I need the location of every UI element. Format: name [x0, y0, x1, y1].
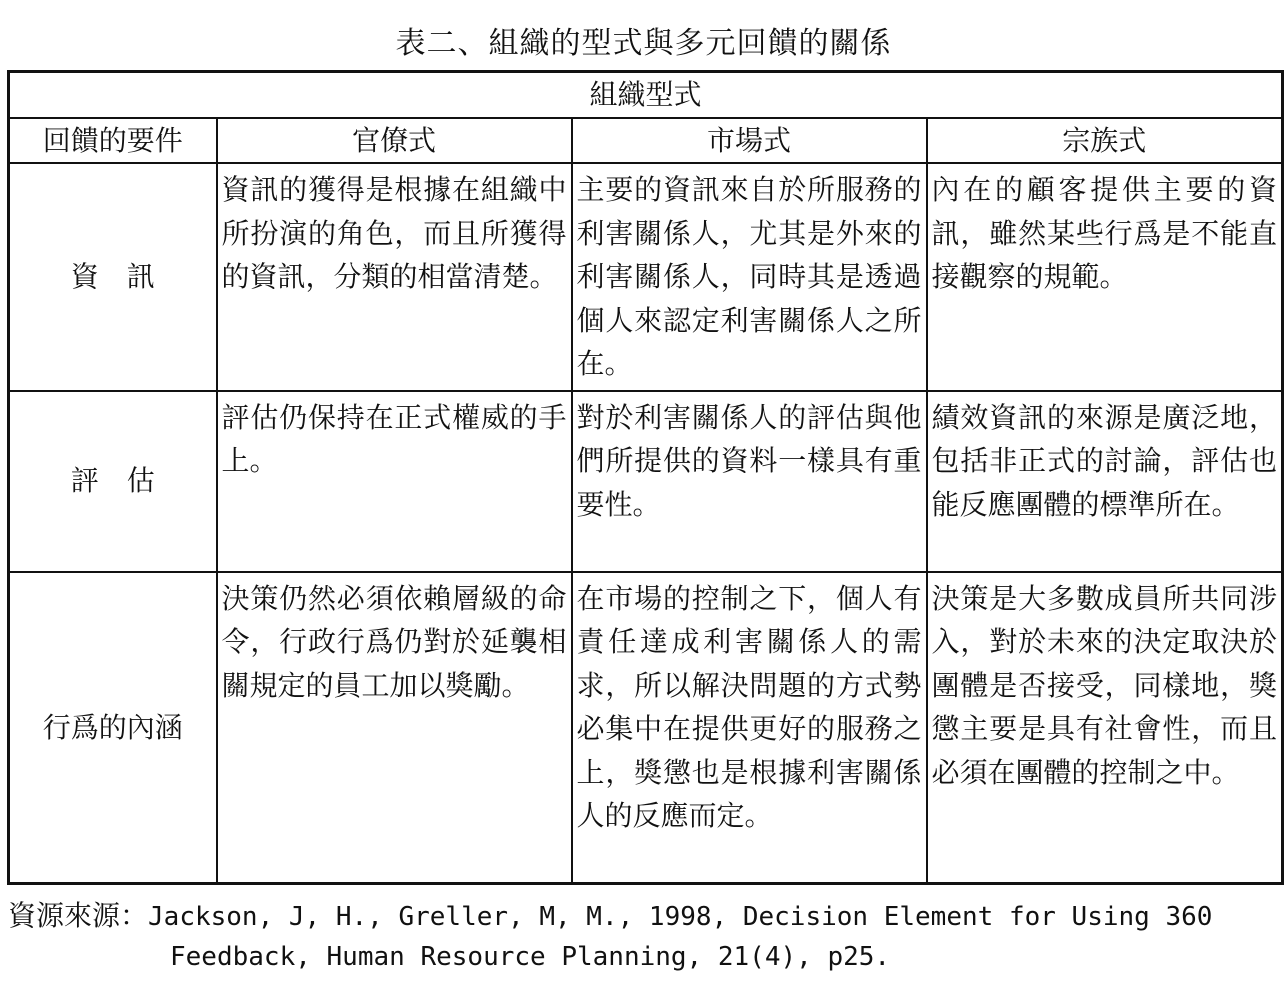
row-label-behavior: 行爲的內涵 — [9, 572, 217, 884]
table-row — [9, 572, 1283, 884]
cell-information-market: 主要的資訊來自於所服務的利害關係人，尤其是外來的利害關係人，同時其是透過個人來認定利害關係人之所在。 — [572, 163, 927, 391]
cell-evaluation-market: 對於利害關係人的評估與他們所提供的資料一樣具有重要性。 — [572, 391, 927, 572]
table-row — [9, 391, 1283, 572]
source-citation-line2: Feedback, Human Resource Planning, 21(4), p25. — [170, 942, 891, 972]
cell-evaluation-clan: 績效資訊的來源是廣泛地，包括非正式的討論，評估也能反應團體的標準所在。 — [927, 391, 1283, 572]
source-note — [8, 896, 1278, 977]
column-header-market: 市場式 — [572, 118, 927, 164]
cell-behavior-market: 在市場的控制之下，個人有責任達成利害關係人的需求，所以解決問題的方式勢必集中在提供更好的服務之上，獎懲也是根據利害關係人的反應而定。 — [572, 572, 927, 884]
row-label-evaluation: 評 估 — [9, 391, 217, 572]
table-title: 表二、組織的型式與多元回饋的關係 — [395, 26, 892, 61]
organization-feedback-table — [7, 70, 1284, 885]
column-header-bureaucratic: 官僚式 — [217, 118, 572, 164]
source-label: 資源來源： — [8, 899, 149, 932]
cell-information-bureaucratic: 資訊的獲得是根據在組織中所扮演的角色，而且所獲得的資訊，分類的相當清楚。 — [217, 163, 572, 391]
column-header-clan: 宗族式 — [927, 118, 1283, 164]
table-row — [9, 163, 1283, 391]
source-citation-line1: Jackson, J, H., Greller, M, M., 1998, Decision Element for Using 360 — [148, 902, 1213, 932]
group-header: 組織型式 — [9, 72, 1283, 118]
row-label-information: 資 訊 — [9, 163, 217, 391]
column-header-feedback-element: 回饋的要件 — [9, 118, 217, 164]
cell-behavior-bureaucratic: 決策仍然必須依賴層級的命令，行政行爲仍對於延襲相關規定的員工加以獎勵。 — [217, 572, 572, 884]
cell-evaluation-bureaucratic: 評估仍保持在正式權威的手上。 — [217, 391, 572, 572]
cell-information-clan: 內在的顧客提供主要的資訊，雖然某些行爲是不能直接觀察的規範。 — [927, 163, 1283, 391]
cell-behavior-clan: 決策是大多數成員所共同涉入，對於未來的決定取決於團體是否接受，同樣地，獎懲主要是具有社會性，而且必須在團體的控制之中。 — [927, 572, 1283, 884]
